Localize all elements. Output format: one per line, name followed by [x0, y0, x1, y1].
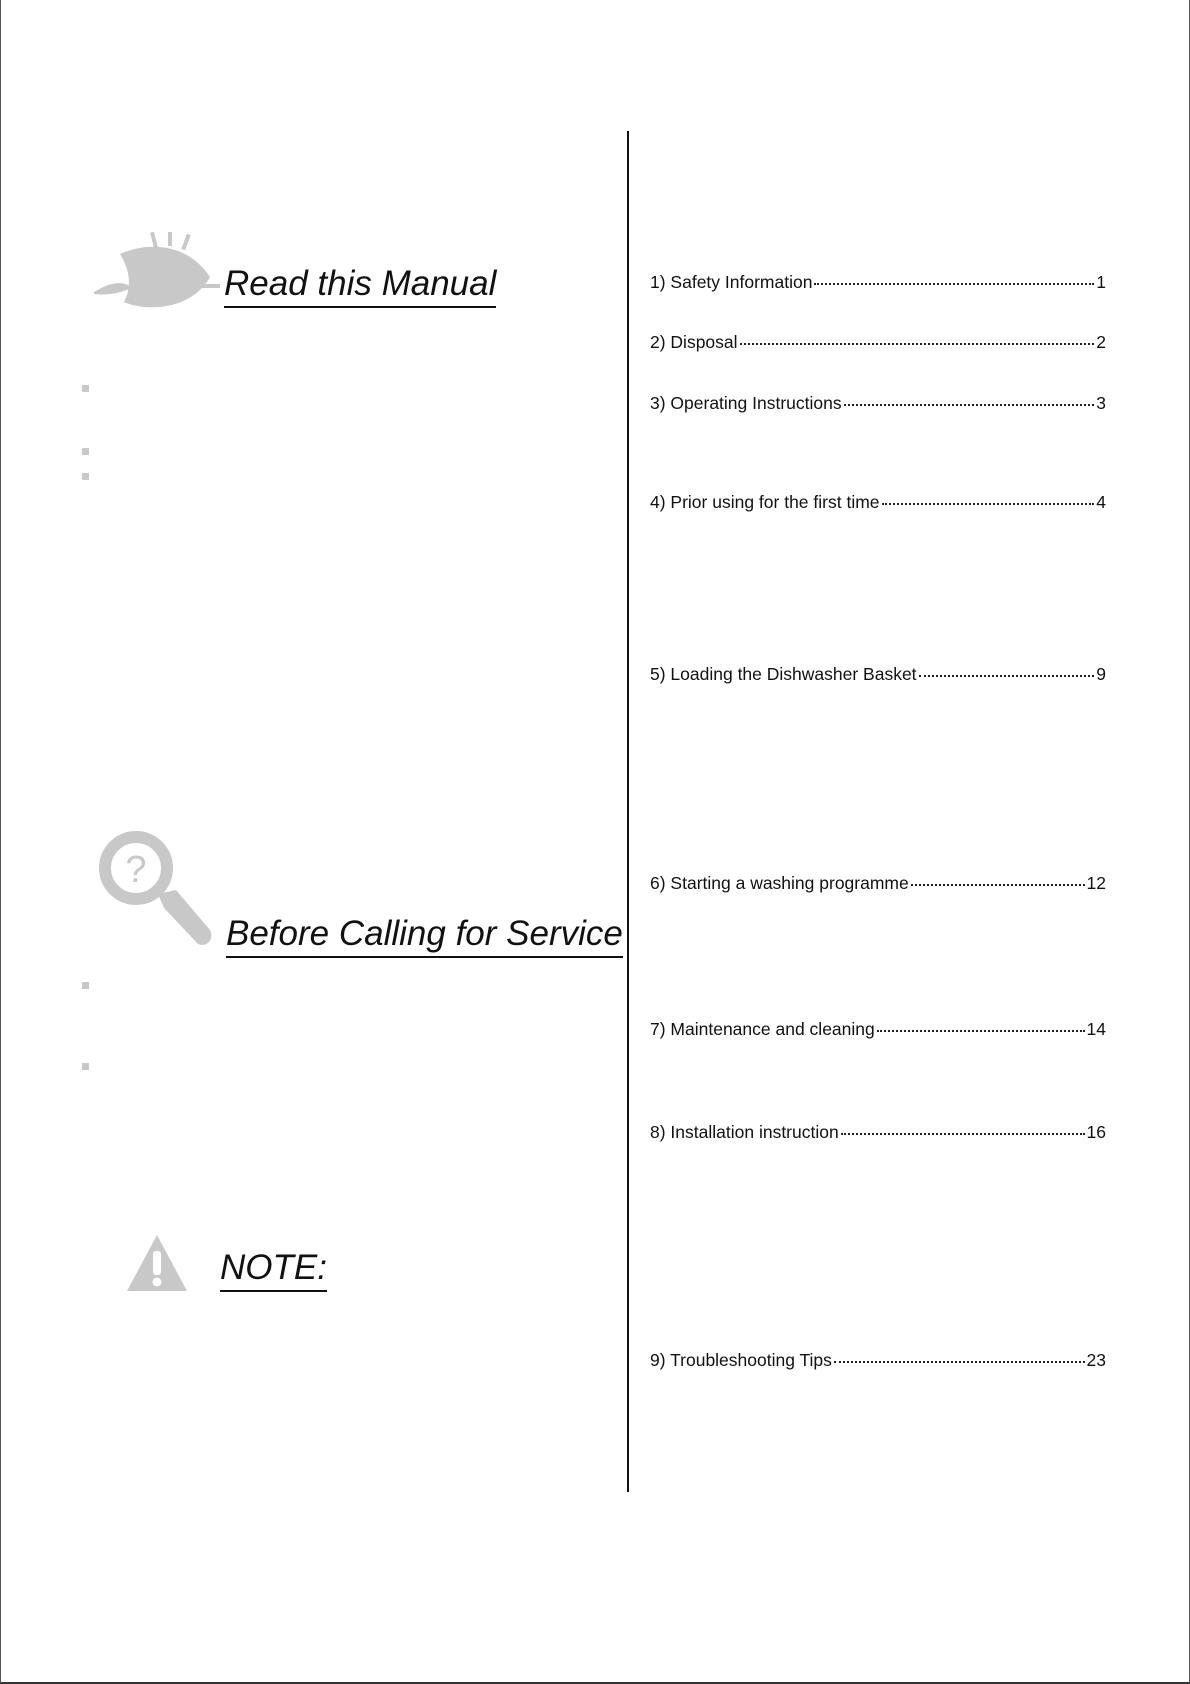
toc-item-label: 9) Troubleshooting Tips [650, 1350, 832, 1370]
toc-item-disposal[interactable] [650, 334, 1106, 352]
toc-leader-dots [911, 884, 1085, 886]
toc-item-maintenance-cleaning[interactable] [650, 1021, 1106, 1039]
read-manual-heading: Read this Manual [224, 265, 496, 308]
toc-item-operating-instructions[interactable] [650, 395, 1106, 413]
bullet-marker [82, 1063, 89, 1070]
toc-item-page: 9 [1096, 664, 1106, 684]
before-service-heading: Before Calling for Service [226, 915, 623, 958]
toc-item-troubleshooting[interactable] [650, 1352, 1106, 1370]
toc-item-label: 6) Starting a washing programme [650, 873, 909, 893]
toc-item-page: 14 [1086, 1019, 1106, 1039]
toc-item-label: 5) Loading the Dishwasher Basket [650, 664, 917, 684]
toc-item-safety-information[interactable] [650, 274, 1106, 292]
toc-item-page: 12 [1086, 873, 1106, 893]
toc-item-label: 3) Operating Instructions [650, 393, 842, 413]
toc-leader-dots [844, 404, 1095, 406]
toc-item-installation[interactable] [650, 1124, 1106, 1142]
toc-leader-dots [877, 1030, 1085, 1032]
toc-leader-dots [882, 503, 1095, 505]
toc-leader-dots [919, 675, 1095, 677]
toc-item-label: 8) Installation instruction [650, 1122, 839, 1142]
toc-item-loading-basket[interactable] [650, 666, 1106, 684]
eye-icon [92, 232, 222, 312]
toc-item-label: 1) Safety Information [650, 272, 813, 292]
bullet-marker [82, 473, 89, 480]
column-divider [627, 131, 629, 1492]
bullet-marker [82, 448, 89, 455]
toc-item-page: 3 [1096, 393, 1106, 413]
toc-item-page: 16 [1086, 1122, 1106, 1142]
warning-triangle-icon [126, 1233, 188, 1293]
toc-leader-dots [841, 1133, 1085, 1135]
toc-item-page: 2 [1096, 332, 1106, 352]
toc-item-label: 7) Maintenance and cleaning [650, 1019, 875, 1039]
magnifier-question-icon [98, 830, 214, 955]
bullet-marker [82, 385, 89, 392]
toc-leader-dots [814, 283, 1094, 285]
toc-item-page: 4 [1096, 492, 1106, 512]
toc-leader-dots [740, 343, 1095, 345]
toc-item-prior-using[interactable] [650, 494, 1106, 512]
toc-leader-dots [834, 1361, 1085, 1363]
svg-text:?: ? [125, 849, 147, 891]
toc-item-starting-programme[interactable] [650, 875, 1106, 893]
bullet-marker [82, 982, 89, 989]
toc-item-page: 23 [1086, 1350, 1106, 1370]
toc-item-label: 4) Prior using for the first time [650, 492, 880, 512]
note-heading: NOTE: [220, 1249, 327, 1292]
toc-item-page: 1 [1096, 272, 1106, 292]
toc-item-label: 2) Disposal [650, 332, 738, 352]
